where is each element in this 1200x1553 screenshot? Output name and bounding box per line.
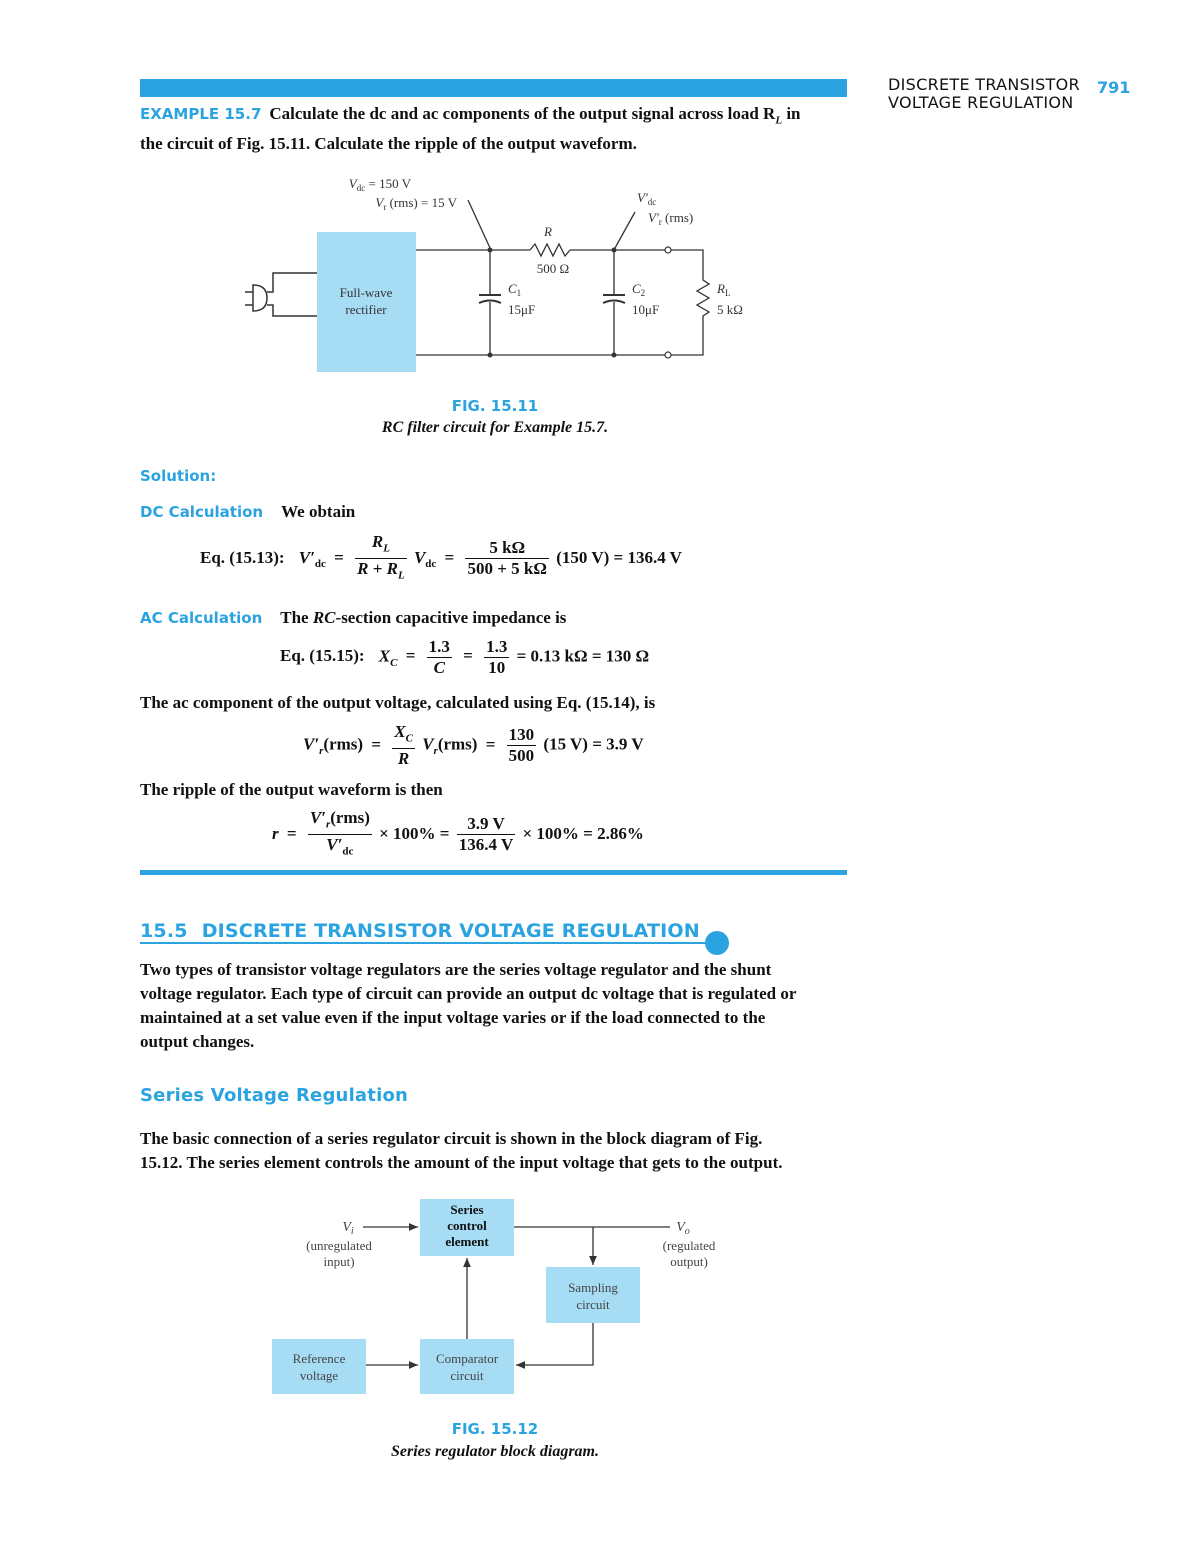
vdc-out-pointer xyxy=(615,212,635,248)
fig2-caption-text: Series regulator block diagram. xyxy=(390,1443,599,1460)
out-vdc-label: $V'_{dc}$ xyxy=(637,190,657,207)
eq1-ref: Eq. (15.13): xyxy=(200,547,285,567)
node-dot-3 xyxy=(612,248,617,253)
eq3-mid: V xyxy=(422,734,434,754)
vr-label: $V_r$ (rms) = 15 V xyxy=(375,195,457,212)
eq1-mid-sub: dc xyxy=(425,558,437,571)
comparator-label-2: circuit xyxy=(450,1368,484,1383)
example-line2: the circuit of Fig. 15.11. Calculate the ripple of the output waveform. xyxy=(140,134,637,154)
eq3-num2: 130 xyxy=(508,725,535,745)
eq2-den2: 10 xyxy=(488,658,506,677)
c2-value: 10μF xyxy=(632,302,660,317)
ripple-text: The ripple of the output waveform is then xyxy=(140,780,443,799)
eq1-den: R + R xyxy=(357,559,398,579)
para1-line: Two types of transistor voltage regulators are the series voltage regulator and the shunt xyxy=(140,960,772,979)
reference-box xyxy=(272,1339,366,1394)
vi-note-1: (unregulated xyxy=(306,1238,372,1253)
section-paragraph-2 xyxy=(140,1127,850,1175)
comparator-label-1: Comparator xyxy=(435,1351,499,1366)
eq4-den2: 136.4 V xyxy=(458,835,514,855)
node-dot-1 xyxy=(488,248,493,253)
running-header-line1: DISCRETE TRANSISTOR xyxy=(888,75,1080,94)
eq3-mid-tail: (rms) xyxy=(437,734,478,754)
eq3-num: X xyxy=(394,722,406,741)
eq1-mid: V xyxy=(413,547,426,567)
example-line1-tail: in xyxy=(782,104,801,123)
ac-intro-pre: The xyxy=(280,608,313,627)
equation-xc: Eq. (15.15): $X_C$ = $\frac{1.3}{C}$ = $\frac{1.3}{10}$ = 0.13 kΩ = 130 Ω xyxy=(280,637,650,677)
eq4-num-tail: (rms) xyxy=(330,808,370,827)
reference-label-1: Reference xyxy=(292,1351,346,1366)
eq4-mid: × 100% = xyxy=(379,823,450,843)
eq3-tail: (15 V) = 3.9 V xyxy=(543,734,644,754)
eq3-lhs: V′ xyxy=(303,734,320,754)
ac-calc-line xyxy=(140,606,566,630)
r-label: R xyxy=(544,224,552,239)
eq3-mid-sub: r xyxy=(433,745,438,757)
equation-vr: $V'_r(rms)$ = $\frac{X_C}{R}$ $V_r(rms)$ = $\frac{130}{500}$ (15 V) = 3.9 V xyxy=(303,722,644,769)
ac-intro-rc: RC xyxy=(312,608,336,627)
eq1-tail: (150 V) = 136.4 V xyxy=(556,547,682,567)
eq1-den-sub: L xyxy=(397,569,405,582)
eq1-num2: 5 kΩ xyxy=(465,538,549,559)
fig1-caption-text: RC filter circuit for Example 15.7. xyxy=(381,419,609,436)
reference-label-2: voltage xyxy=(299,1368,339,1383)
rl-wire xyxy=(668,250,709,355)
sampling-to-comparator-arrow xyxy=(516,1323,593,1365)
eq4-den: V′ xyxy=(326,835,343,855)
vo-note-2: output) xyxy=(670,1254,708,1269)
node-dot-2 xyxy=(488,353,493,358)
eq2-num2: 1.3 xyxy=(486,637,508,656)
eq1-den2: 500 + 5 kΩ xyxy=(467,559,547,579)
node-dot-4 xyxy=(612,353,617,358)
para1-line: voltage regulator. Each type of circuit can provide an output dc voltage that is regulated or xyxy=(140,984,797,1003)
example-statement xyxy=(140,102,850,156)
eq3-lhs-tail: (rms) xyxy=(323,734,364,754)
equation-dc: Eq. (15.13): $V'_{dc}$ = $\frac{R_L}{R + R_L}$ $V_{dc}$ = $\frac{5 k\Omega}{500 + 5 k\Omega}$ (150 V) = 136.4 V xyxy=(200,532,682,582)
eq2-lhs-sub: C xyxy=(390,656,398,669)
dc-calc-line xyxy=(140,500,355,524)
vo-label: $V_o$ xyxy=(676,1220,690,1237)
vdc-pointer xyxy=(468,200,490,248)
rectifier-label-1: Full-wave xyxy=(339,285,393,300)
rl-value: 5 kΩ xyxy=(717,302,743,317)
page-number: 791 xyxy=(1097,78,1131,97)
subsection-heading: Series Voltage Regulation xyxy=(140,1085,409,1106)
r-value: 500 Ω xyxy=(536,261,570,276)
series-regulator-block-diagram xyxy=(270,1195,740,1405)
series-label-3: element xyxy=(445,1234,489,1249)
section-paragraph-1 xyxy=(140,958,850,1054)
section-dot-icon xyxy=(705,931,729,955)
eq1-num-sub: L xyxy=(383,542,390,555)
vi-note-2: input) xyxy=(323,1254,355,1269)
rc-filter-circuit xyxy=(225,170,785,390)
eq3-lhs-sub: r xyxy=(319,745,324,757)
fig1-caption-label: FIG. 15.11 xyxy=(451,397,539,415)
c1-label: $C_1$ xyxy=(508,281,522,298)
section-number: 15.5 xyxy=(140,920,188,942)
solution-label: Solution: xyxy=(140,467,217,485)
eq3-num-sub: C xyxy=(405,732,413,745)
eq4-num-sub: r xyxy=(325,818,331,831)
out-terminal-top xyxy=(665,247,671,253)
series-label-1: Series xyxy=(450,1202,484,1217)
fig2-caption-label: FIG. 15.12 xyxy=(451,1420,539,1438)
out-vr-label: $V'_r$ (rms) xyxy=(648,210,694,227)
eq2-tail: = 0.13 kΩ = 130 Ω xyxy=(516,646,650,666)
c2-label: $C_2$ xyxy=(632,281,646,298)
example-end-bar xyxy=(140,870,847,875)
eq2-lhs: X xyxy=(378,646,391,666)
example-line1: Calculate the dc and ac components of the output signal across load R xyxy=(269,104,776,123)
ac-component-text: The ac component of the output voltage, calculated using Eq. (15.14), is xyxy=(140,693,656,712)
section-underline xyxy=(140,942,720,944)
comparator-box xyxy=(420,1339,514,1394)
eq1-lhs-sub: dc xyxy=(314,558,326,571)
eq3-den: R xyxy=(397,749,410,769)
series-label-2: control xyxy=(447,1218,487,1233)
eq2-ref: Eq. (15.15): xyxy=(280,646,365,666)
sampling-box xyxy=(546,1267,640,1323)
running-header xyxy=(888,76,1088,112)
eq4-den-sub: dc xyxy=(342,845,354,858)
ac-plug-icon xyxy=(245,273,317,316)
para1-line: output changes. xyxy=(140,1032,255,1051)
c1-value: 15μF xyxy=(508,302,536,317)
equation-ripple: r = $\frac{V'_r(rms)}{V'_{dc}}$ × 100% = $\frac{3.9 V}{136.4 V}$ × 100% = 2.86% xyxy=(272,808,644,858)
eq4-num: V′ xyxy=(309,808,326,827)
dc-calc-intro: We obtain xyxy=(281,502,356,521)
para2-line: The basic connection of a series regulator circuit is shown in the block diagram of Fig. xyxy=(140,1129,763,1148)
eq2-num1: 1.3 xyxy=(428,637,450,656)
ac-intro-post: -section capacitive impedance is xyxy=(335,608,567,627)
eq3-den2: 500 xyxy=(508,746,535,766)
eq4-lhs: r xyxy=(272,823,279,843)
eq2-den1: C xyxy=(433,658,445,677)
rl-label: $R_L$ xyxy=(717,281,731,298)
rectifier-label-2: rectifier xyxy=(345,302,387,317)
example-label: EXAMPLE 15.7 xyxy=(140,105,262,123)
eq1-num: R xyxy=(371,532,384,551)
para1-line: maintained at a set value even if the input voltage varies or if the load connected to the xyxy=(140,1008,766,1027)
eq4-tail: × 100% = 2.86% xyxy=(522,823,644,843)
section-heading xyxy=(140,920,700,942)
para2-line: 15.12. The series element controls the amount of the input voltage that gets to the output. xyxy=(140,1153,783,1172)
out-terminal-bottom xyxy=(665,352,671,358)
resistor-r xyxy=(530,244,570,256)
running-header-line2: VOLTAGE REGULATION xyxy=(888,93,1074,112)
eq1-lhs: V′ xyxy=(298,547,315,567)
ac-calc-label: AC Calculation xyxy=(140,609,263,627)
top-accent-bar xyxy=(140,79,847,97)
section-title: DISCRETE TRANSISTOR VOLTAGE REGULATION xyxy=(201,920,700,942)
dc-calc-label: DC Calculation xyxy=(140,503,264,521)
sampling-label-1: Sampling xyxy=(568,1280,618,1295)
example-line1-sub: L xyxy=(775,114,783,127)
vi-label: $V_i$ xyxy=(342,1220,354,1237)
sampling-label-2: circuit xyxy=(576,1297,610,1312)
vdc-label: $V_{dc} = 150$ V xyxy=(348,176,411,193)
eq4-num2: 3.9 V xyxy=(457,814,515,835)
vo-note-1: (regulated xyxy=(662,1238,716,1253)
